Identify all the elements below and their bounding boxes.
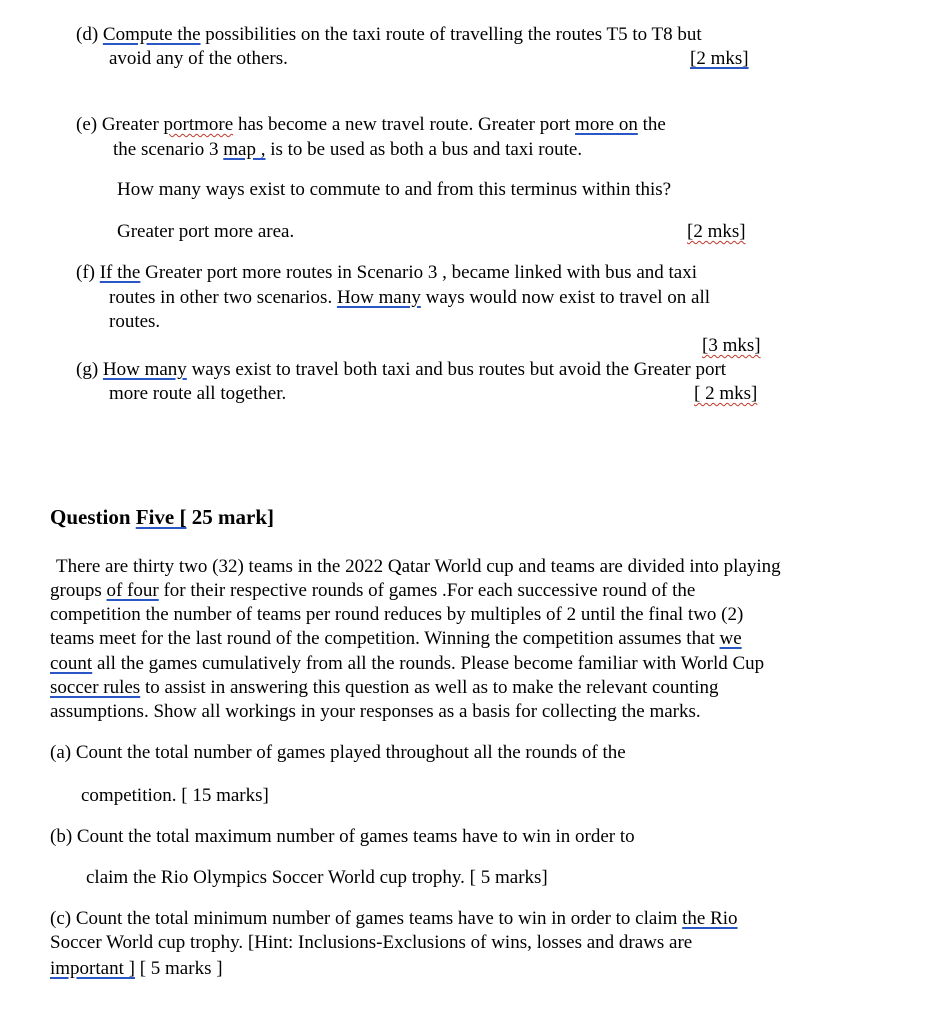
q-g-text: ways exist to travel both taxi and bus routes but avoid the Greater port bbox=[186, 359, 727, 380]
q5-a-line-2: competition. [ 15 marks] bbox=[81, 785, 269, 806]
q-e-line-2 bbox=[113, 139, 582, 161]
q-e-l2-underlined: map , bbox=[223, 139, 266, 160]
q5-c3-underlined: important ] bbox=[50, 958, 135, 979]
q5-c3-b: [ 5 marks ] bbox=[134, 958, 223, 979]
q5-p2-underlined: of four bbox=[106, 580, 159, 601]
q-e-marks-text: [2 mks] bbox=[687, 221, 746, 242]
q-f-marks bbox=[702, 335, 761, 357]
q-e-misspelled: portmore bbox=[163, 114, 234, 135]
q5-para-line-3: competition the number of teams per round reduces by multiples of 2 until the final two (2) bbox=[50, 604, 744, 625]
q-g-underlined: How many bbox=[102, 359, 187, 380]
question-five-title bbox=[50, 505, 274, 529]
q5-para-line-7: assumptions. Show all workings in your responses as a basis for collecting the marks. bbox=[50, 701, 701, 722]
q5-c1-underlined: the Rio bbox=[682, 908, 738, 929]
q5-para-line-1: There are thirty two (32) teams in the 2022 Qatar World cup and teams are divided into playing bbox=[56, 556, 781, 577]
q5-b-line-1: (b) Count the total maximum number of games teams have to win in order to bbox=[50, 826, 635, 847]
q5-c1-a: (c) Count the total minimum number of games teams have to win in order to claim bbox=[50, 908, 683, 929]
q-e-text-e: the bbox=[637, 114, 666, 135]
q5-p4-underlined: we bbox=[719, 628, 742, 649]
q5-a-line-1: (a) Count the total number of games played throughout all the rounds of the bbox=[50, 742, 626, 763]
q5-para-line-6 bbox=[50, 677, 719, 699]
q-d-label: (d) bbox=[76, 24, 103, 45]
q-e-text-c: has become a new travel route. Greater port bbox=[233, 114, 576, 135]
q5-p5-underlined: count bbox=[50, 653, 93, 674]
q5-title-a: Question bbox=[50, 505, 136, 529]
q-e-line-1 bbox=[76, 114, 666, 136]
q5-para-line-4 bbox=[50, 628, 742, 650]
q-d-underlined: Compute the bbox=[102, 24, 201, 45]
q5-p6-underlined: soccer rules bbox=[50, 677, 141, 698]
q-e-line-4: Greater port more area. bbox=[117, 221, 295, 242]
q-e-marks bbox=[687, 221, 746, 243]
q-f-line-3: routes. bbox=[109, 311, 161, 332]
q-f-marks-text: [3 mks] bbox=[702, 335, 761, 356]
q-e-l2-a: the scenario 3 bbox=[113, 139, 224, 160]
q5-para-line-2 bbox=[50, 580, 695, 602]
q-f-underlined: If the bbox=[99, 262, 141, 283]
q5-p4-a: teams meet for the last round of the competition. Winning the competition assumes that bbox=[50, 628, 720, 649]
q5-p6-b: to assist in answering this question as well as to make the relevant counting bbox=[140, 677, 719, 698]
q-f-l2-c: ways would now exist to travel on all bbox=[420, 287, 711, 308]
q5-c-line-1 bbox=[50, 908, 738, 930]
q-g-line-1 bbox=[76, 359, 726, 381]
q-e-underlined: more on bbox=[575, 114, 638, 135]
q5-para-line-5 bbox=[50, 653, 764, 675]
q-d-marks bbox=[690, 48, 749, 70]
q-d-marks-text: [2 mks] bbox=[690, 48, 749, 69]
q5-p2-a: groups bbox=[50, 580, 107, 601]
q-g-marks bbox=[694, 383, 757, 405]
q-f-label: (f) bbox=[76, 262, 100, 283]
q-e-text-a: (e) Greater bbox=[76, 114, 164, 135]
q5-c-line-2: Soccer World cup trophy. [Hint: Inclusions-Exclusions of wins, losses and draws are bbox=[50, 932, 693, 953]
q-g-line-2: more route all together. bbox=[109, 383, 287, 404]
q-f-text: Greater port more routes in Scenario 3 , became linked with bus and taxi bbox=[140, 262, 697, 283]
q-d-text: possibilities on the taxi route of travelling the routes T5 to T8 but bbox=[200, 24, 702, 45]
q5-title-c: 25 mark] bbox=[186, 505, 274, 529]
q-g-label: (g) bbox=[76, 359, 103, 380]
q-d-line-2: avoid any of the others. bbox=[109, 48, 288, 69]
q-f-line-2 bbox=[109, 287, 710, 309]
q-g-marks-text: [ 2 mks] bbox=[694, 383, 758, 404]
q5-b-line-2: claim the Rio Olympics Soccer World cup trophy. [ 5 marks] bbox=[86, 867, 548, 888]
q5-p2-c: for their respective rounds of games .For each successive round of the bbox=[158, 580, 696, 601]
q-f-l2-a: routes in other two scenarios. bbox=[109, 287, 337, 308]
q5-title-underlined: Five [ bbox=[135, 505, 187, 529]
q-e-line-3: How many ways exist to commute to and from this terminus within this? bbox=[117, 179, 672, 200]
q5-c-line-3 bbox=[50, 958, 223, 980]
q-f-line-1 bbox=[76, 262, 697, 284]
q5-p5-b: all the games cumulatively from all the rounds. Please become familiar with World Cup bbox=[92, 653, 765, 674]
q-d-line-1 bbox=[76, 24, 702, 46]
q-f-l2-underlined: How many bbox=[336, 287, 421, 308]
q-e-l2-c: is to be used as both a bus and taxi route. bbox=[265, 139, 583, 160]
